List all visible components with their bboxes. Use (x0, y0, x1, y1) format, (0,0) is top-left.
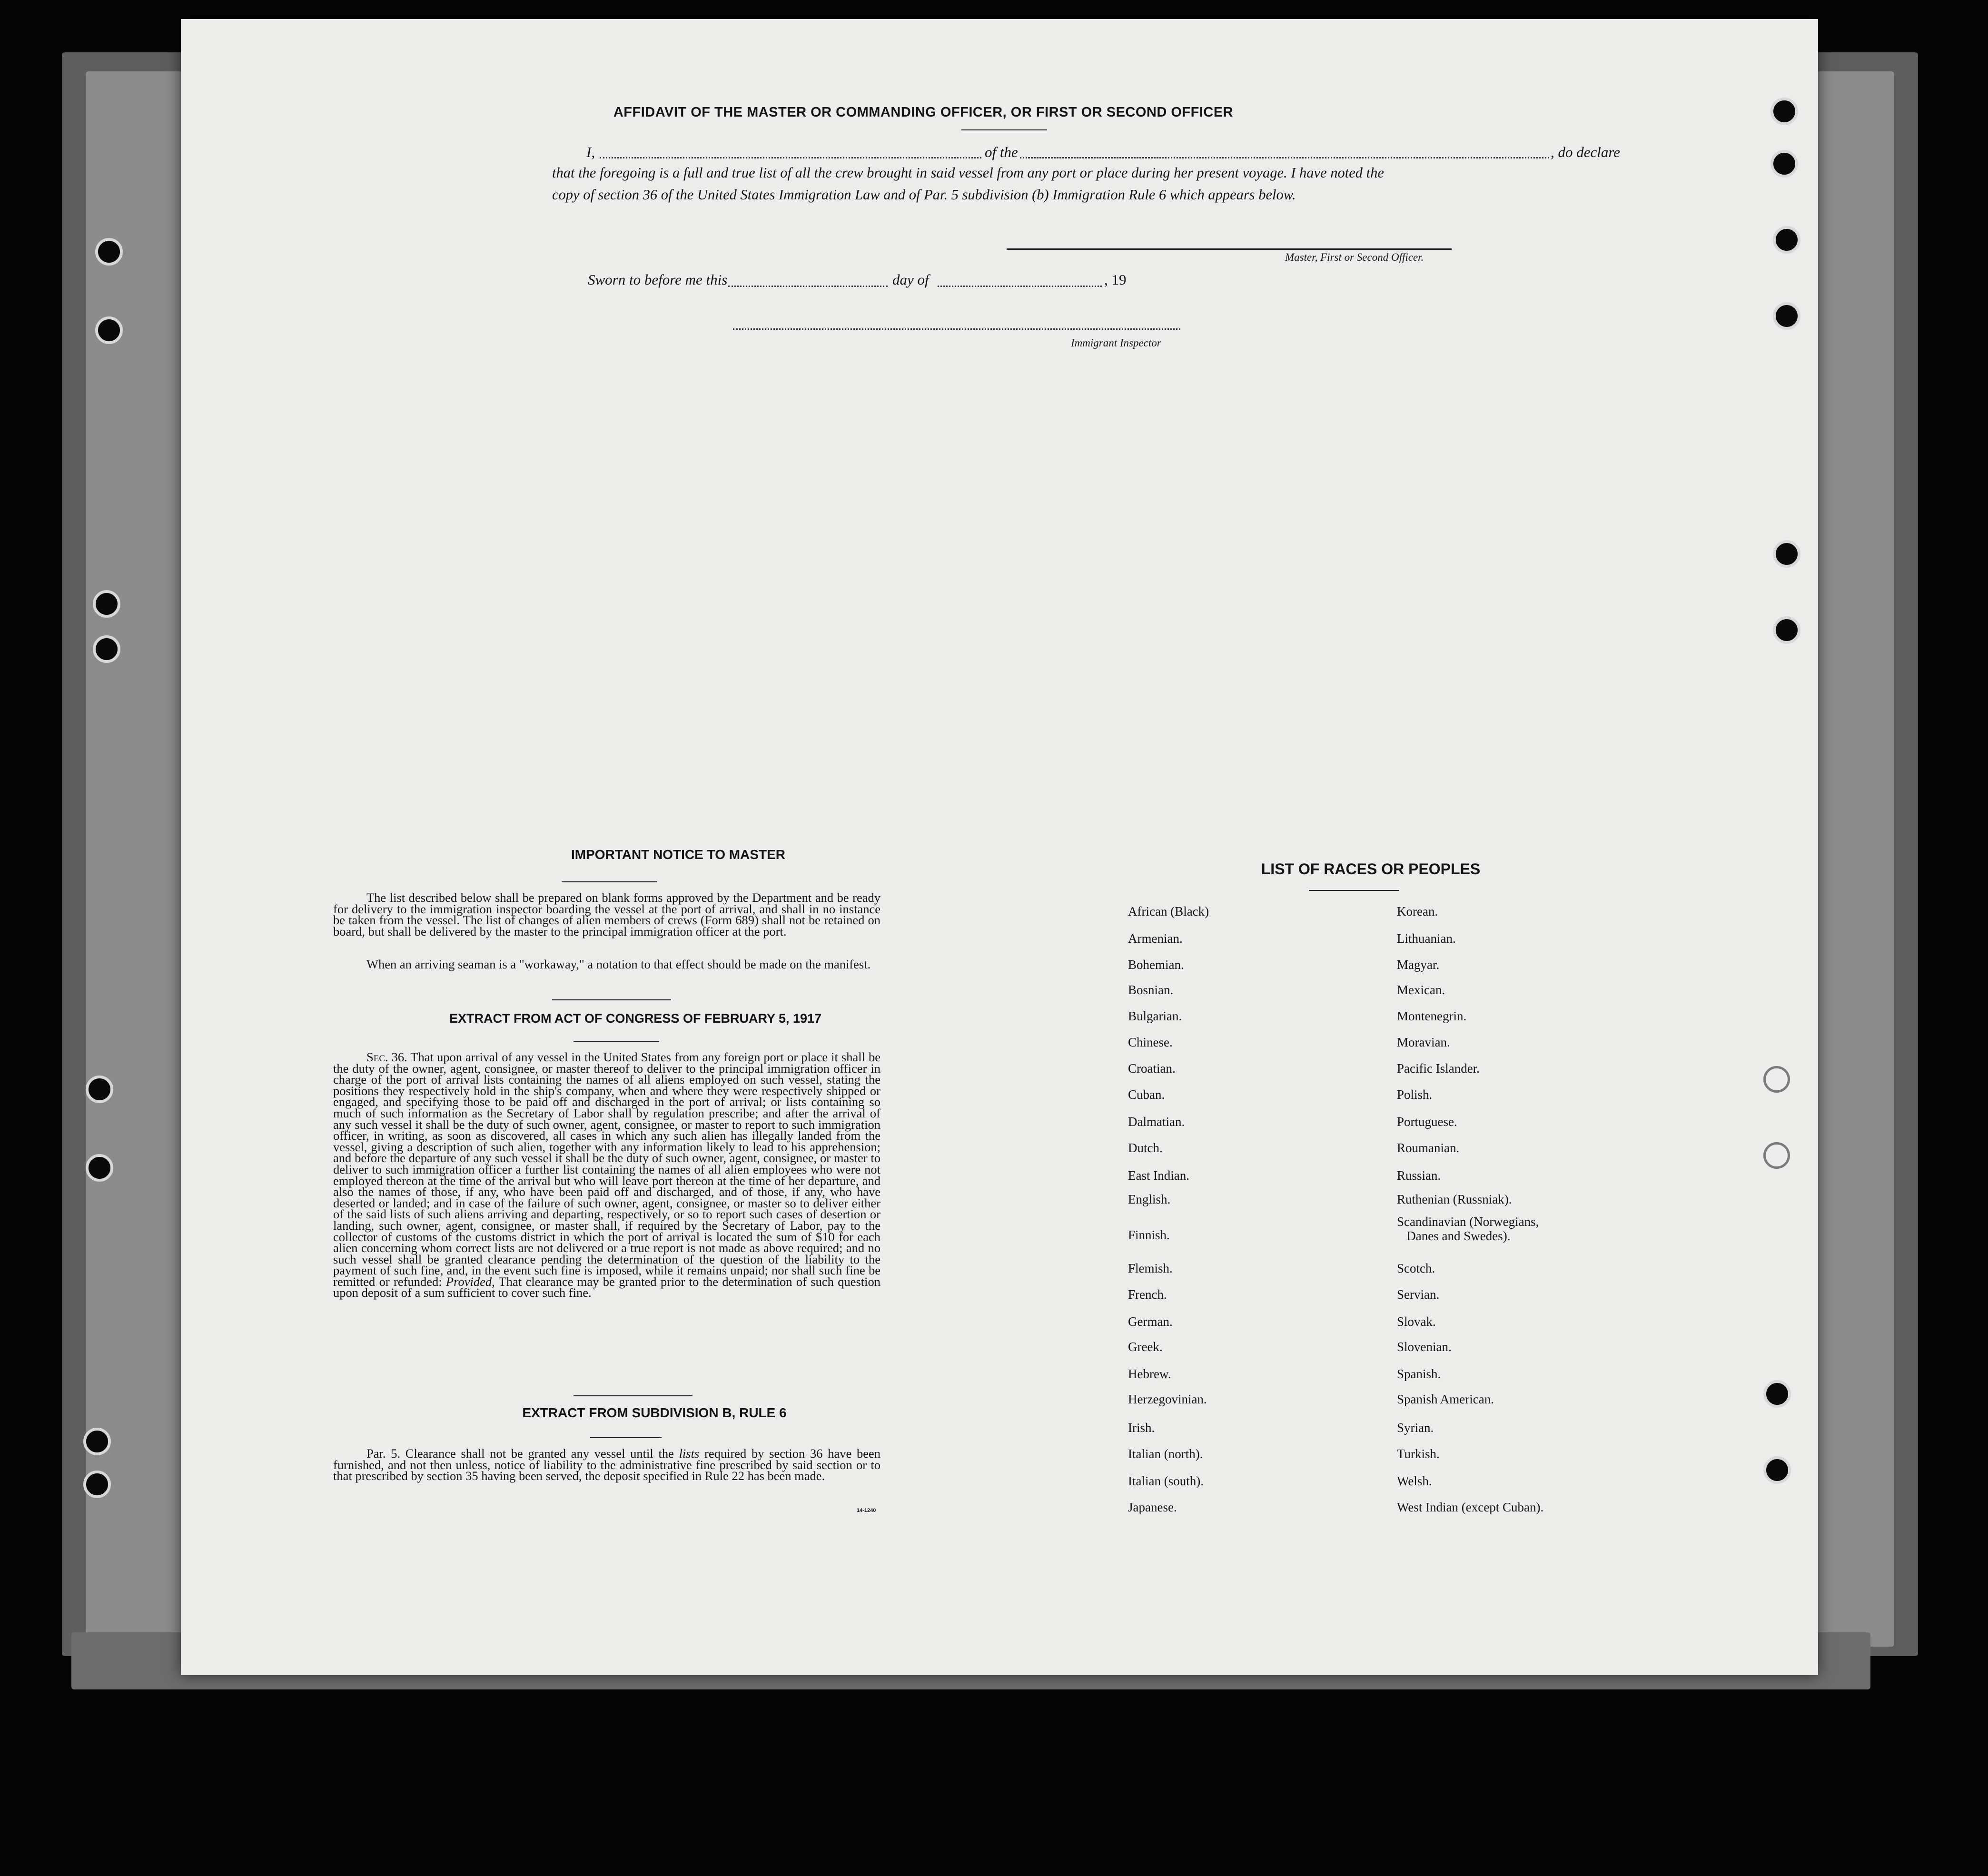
vessel-blank[interactable] (1026, 157, 1549, 158)
punch-hole (1773, 540, 1800, 568)
master-signature-label: Master, First or Second Officer. (1285, 251, 1424, 263)
race-item: Greek. (1128, 1340, 1163, 1354)
inspector-signature-line[interactable] (733, 328, 1180, 330)
race-item: Korean. (1397, 904, 1438, 918)
race-item: Hebrew. (1128, 1367, 1171, 1381)
year-label: , 19 (1104, 271, 1127, 288)
punch-hole (1763, 1066, 1790, 1093)
congress-title: EXTRACT FROM ACT OF CONGRESS OF FEBRUARY 5, 1917 (449, 1011, 822, 1026)
race-item: Spanish American. (1397, 1392, 1494, 1406)
rule6-text (333, 1448, 880, 1482)
rule6-text-b: required by section 36 have been furnished, and not then unless, notice of liability to the administrative fine prescribed by said section or to that prescribed by section 35 having been served, the deposit specified in Rule 22 has been made. (333, 1446, 880, 1483)
race-item: Bulgarian. (1128, 1009, 1182, 1023)
statement-line2: copy of section 36 of the United States Immigration Law and of Par. 5 subdivision (b) Immigration Rule 6 which appears below. (552, 187, 1296, 203)
sec36-body: That upon arrival of any vessel in the United States from any foreign port or place it shall be the duty of the owner, agent, consignee, or master thereof to deliver to the principal immigration officer in charge of the port of arrival lists containing the names of all aliens employed on such vessel, stating the positions they respectively hold in the ship's company, when and where they were respectively shipped or engaged, and specifying those to be paid off and discharged in the port of arrival; or lists containing so much of such information as the Secretary of Labor shall by regulation prescribe; and after the arrival of any such vessel it shall be the duty of such owner, agent, consignee, or master to report to such immigration officer, in writing, as soon as discovered, all cases in which any such alien has illegally landed from the vessel, giving a description of such alien, together with any information likely to lead to his apprehension; and before the departure of any such vessel it shall be the duty of such owner, agent, consignee, or master to deliver to such immigration officer a further list containing the names of all alien employees who were not employed thereon at the time of the arrival but who will leave port thereon at the time of her departure, and also the names of those, if any, who have been paid off and discharged, and of those, if any, who have deserted or landed; and in case of the failure of such owner, agent, consignee, or master so to deliver either of the said lists of such aliens arriving and departing, respectively, or so to report such cases of desertion or landing, such owner, agent, consignee, or master shall, if required by the Secretary of Labor, pay to the collector of customs of the customs district in which the port of arrival is located the sum of $10 for each alien concerning whom correct lists are not delivered or a true report is not made as above required; and no such vessel shall be granted clearance pending the determination of the question of the liability to the payment of such fine, and, in the event such fine is imposed, while it remains unpaid; nor shall such fine be remitted or refunded: (333, 1050, 880, 1289)
race-item: Bosnian. (1128, 983, 1174, 997)
race-item: Russian. (1397, 1168, 1441, 1183)
punch-hole (1770, 98, 1798, 125)
race-item: English. (1128, 1192, 1171, 1206)
races-rule (1309, 890, 1399, 891)
punch-hole (1770, 150, 1798, 178)
race-item: Armenian. (1128, 931, 1183, 946)
master-signature-line[interactable] (1007, 248, 1452, 250)
race-item: Japanese. (1128, 1500, 1177, 1514)
race-item: Chinese. (1128, 1035, 1173, 1049)
form-number: 14-1240 (857, 1508, 876, 1513)
binder-hole (86, 1076, 113, 1103)
race-item: Slovak. (1397, 1314, 1436, 1329)
race-item: African (Black) (1128, 904, 1209, 918)
race-item: Syrian. (1397, 1421, 1434, 1435)
lists-word: lists (679, 1446, 700, 1461)
punch-hole (1773, 302, 1800, 330)
notice-end-rule (552, 999, 671, 1000)
punch-hole (1773, 616, 1800, 644)
punch-hole (1763, 1142, 1790, 1169)
congress-rule (574, 1041, 659, 1042)
race-item: Montenegrin. (1397, 1009, 1467, 1023)
race-item: Turkish. (1397, 1447, 1440, 1461)
race-item: French. (1128, 1287, 1167, 1302)
sec-label: Sec. 36. (366, 1050, 407, 1064)
congress-end-rule (574, 1395, 692, 1396)
provided-label: Provided, (445, 1274, 495, 1289)
race-item: Scandinavian (Norwegians, Danes and Swedes). (1397, 1214, 1539, 1243)
notice-rule (562, 881, 657, 882)
affidavit-title: AFFIDAVIT OF THE MASTER OR COMMANDING OFFICER, OR FIRST OR SECOND OFFICER (613, 105, 1234, 120)
i-label: I, (586, 144, 595, 160)
rule6-text-a: Par. 5. Clearance shall not be granted any vessel until the (366, 1446, 674, 1461)
day-blank[interactable] (728, 286, 888, 287)
race-item: Dutch. (1128, 1141, 1163, 1155)
title-rule (961, 129, 1047, 130)
notice-title: IMPORTANT NOTICE TO MASTER (571, 847, 786, 862)
race-item: Slovenian. (1397, 1340, 1452, 1354)
sec36-end: That clearance may be granted prior to the determination of such question upon deposit of a sum sufficient to cover such fine. (333, 1274, 880, 1300)
race-item: Moravian. (1397, 1035, 1450, 1049)
race-item: West Indian (except Cuban). (1397, 1500, 1544, 1514)
binder-hole (83, 1471, 111, 1498)
race-item: Flemish. (1128, 1261, 1173, 1275)
rule6-rule (590, 1437, 662, 1438)
race-item: Cuban. (1128, 1087, 1165, 1102)
form-page (181, 19, 1818, 1675)
binder-hole (93, 590, 120, 618)
race-item: Scotch. (1397, 1261, 1435, 1275)
binder-hole (86, 1154, 113, 1182)
race-item: Mexican. (1397, 983, 1445, 997)
race-item: German. (1128, 1314, 1173, 1329)
sworn-label: Sworn to before me this (588, 271, 728, 288)
race-item: Portuguese. (1397, 1115, 1457, 1129)
race-item: Spanish. (1397, 1367, 1441, 1381)
race-item: Finnish. (1128, 1228, 1170, 1242)
race-item: Irish. (1128, 1421, 1155, 1435)
race-item: Roumanian. (1397, 1141, 1460, 1155)
race-item: Servian. (1397, 1287, 1440, 1302)
notice-para2: When an arriving seaman is a "workaway," a notation to that effect should be made on the manifest. (366, 957, 871, 971)
race-item: Herzegovinian. (1128, 1392, 1207, 1406)
races-title: LIST OF RACES OR PEOPLES (1261, 860, 1481, 878)
race-item: East Indian. (1128, 1168, 1189, 1183)
of-the-label: of the (983, 144, 1020, 161)
binder-hole (83, 1428, 111, 1455)
notice-para1: The list described below shall be prepared on blank forms approved by the Department and be ready for delivery to the immigration inspector boarding the vessel at the port of arrival, and shall in no instance be taken from the vessel. The list of changes of alien members of crews (Form 689) shall not be retained on board, but shall be delivered by the master to the principal immigration officer at the port. (333, 890, 880, 938)
race-item: Italian (north). (1128, 1447, 1203, 1461)
day-of-label: day of (892, 271, 929, 288)
congress-text (333, 1052, 880, 1299)
race-item: Croatian. (1128, 1061, 1176, 1076)
inspector-label: Immigrant Inspector (1071, 337, 1161, 349)
statement-line1: that the foregoing is a full and true list of all the crew brought in said vessel from any port or place during her present voyage. I have noted the (552, 165, 1384, 181)
race-item: Ruthenian (Russniak). (1397, 1192, 1512, 1206)
do-declare-label: , do declare (1551, 144, 1621, 160)
race-item: Dalmatian. (1128, 1115, 1185, 1129)
race-item: Lithuanian. (1397, 931, 1456, 946)
punch-hole (1763, 1456, 1791, 1484)
race-item: Magyar. (1397, 958, 1440, 972)
race-item: Pacific Islander. (1397, 1061, 1480, 1076)
binder-hole (95, 238, 123, 266)
binder-hole (95, 316, 123, 344)
punch-hole (1763, 1380, 1791, 1408)
race-item: Welsh. (1397, 1474, 1432, 1488)
race-item: Italian (south). (1128, 1474, 1204, 1488)
binder-hole (93, 635, 120, 663)
month-blank[interactable] (938, 286, 1102, 287)
punch-hole (1773, 226, 1800, 254)
rule6-title: EXTRACT FROM SUBDIVISION B, RULE 6 (522, 1405, 787, 1420)
race-item: Polish. (1397, 1087, 1433, 1102)
race-item: Bohemian. (1128, 958, 1184, 972)
